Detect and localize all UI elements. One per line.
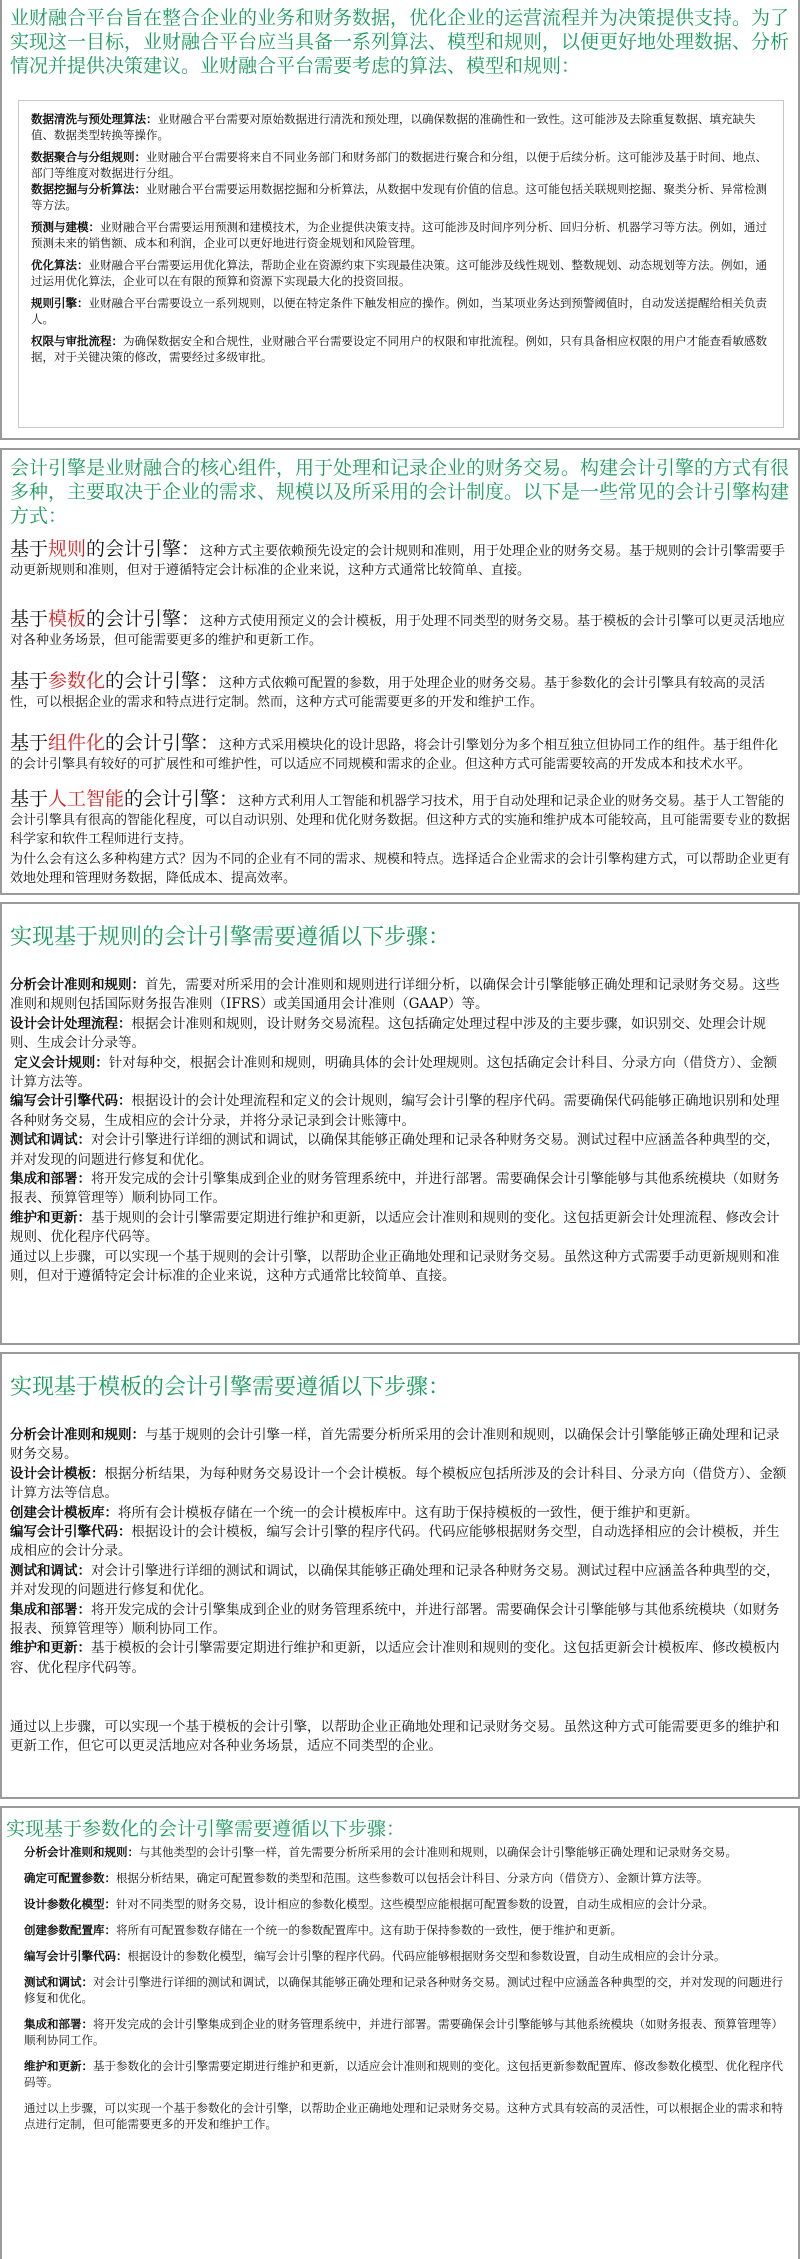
- step-term: 测试和调试：: [10, 1562, 91, 1579]
- slide-platform-overview: [0, 0, 800, 440]
- step-text: 首先，需要对所采用的会计准则和规则进行详细分析，以确保会计引擎能够正确处理和记录财务交易。这些准则和规则包括国际财务报告准则（IFRS）或美国通用会计准则（GAAP）等。: [10, 977, 780, 1013]
- approach-text: 这种方式采用模块化的设计思路，将会计引擎划分为多个相互独立但协同工作的组件。基于组件化的会计引擎具有较好的可扩展性和可维护性，可以适应不同规模和需求的企业。但这种方式可能需要较高的开发成本和技术水平。: [10, 738, 779, 772]
- approach-text: 这种方式利用人工智能和机器学习技术，用于自动处理和记录企业的财务交易。基于人工智能的会计引擎具有很高的智能化程度，可以自动识别、处理和优化财务数据。但这种方式的实施和维护成本可能较高，且可能需要专业的数据科学家和软件工程师进行支持。: [10, 794, 791, 847]
- item-term: 权限与审批流程：: [31, 334, 123, 348]
- heading-suffix: 的会计引擎：: [124, 788, 239, 810]
- slide-template-based-steps: [0, 1352, 800, 1799]
- heading-suffix: 的会计引擎：: [86, 538, 201, 560]
- step-item: [10, 1426, 790, 1465]
- step-item: [10, 1209, 790, 1248]
- step-term: 分析会计准则和规则：: [10, 1427, 145, 1443]
- heading-keyword: 模板: [48, 608, 87, 630]
- item-term: 数据聚合与分组规则：: [31, 150, 146, 164]
- step-item: [10, 1639, 790, 1678]
- step-text: 对会计引擎进行详细的测试和调试，以确保其能够正确处理和记录各种财务交易。测试过程中应涵盖各种典型的交，并对发现的问题进行修复和优化。: [10, 1562, 780, 1599]
- step-text: 将开发完成的会计引擎集成到企业的财务管理系统中，并进行部署。需要确保会计引擎能够与其他系统模块（如财务报表、预算管理等）顺利协同工作。: [10, 1171, 780, 1207]
- algorithm-list-box: [18, 100, 784, 428]
- slide-title: 实现基于规则的会计引擎需要遵循以下步骤：: [10, 925, 451, 950]
- heading-prefix: 基于: [10, 538, 49, 560]
- step-term: 编写会计引擎代码：: [10, 1524, 132, 1541]
- step-text: 根据设计的会计处理流程和定义的会计规则，编写会计引擎的程序代码。需要确保代码能够正确地识别和处理各种财务交易，生成相应的会计分录，并将分录记录到会计账簿中。: [10, 1093, 780, 1129]
- approach-heading: [10, 788, 238, 810]
- list-item: [31, 149, 771, 181]
- heading-suffix: 的会计引擎：: [105, 732, 220, 754]
- heading-prefix: 基于: [10, 608, 49, 630]
- step-text: 针对不同类型的财务交易，设计相应的参数化模型。这些模型应能根据可配置参数的设置，自动生成相应的会计分录。: [116, 1897, 714, 1911]
- approach-heading: [10, 538, 200, 560]
- step-text: 与基于规则的会计引擎一样，首先需要分析所采用的会计准则和规则，以确保会计引擎能够正确处理和记录财务交易。: [10, 1427, 780, 1463]
- step-text: 根据设计的会计模板，编写会计引擎的程序代码。代码应能够根据财务交型，自动选择相应的会计模板，并生成相应的会计分录。: [10, 1524, 780, 1560]
- slide-rule-based-steps: [0, 902, 800, 1345]
- approach-item: [10, 790, 790, 849]
- step-item: [10, 1092, 790, 1131]
- slide-closing: 通过以上步骤，可以实现一个基于规则的会计引擎，以帮助企业正确地处理和记录财务交易。虽然这种方式需要手动更新规则和准则，但对于遵循特定会计标准的企业来说，这种方式通常比较简单、直接。: [10, 1248, 780, 1285]
- list-item: [31, 181, 771, 213]
- step-text: 将所有可配置参数存储在一个统一的参数配置库中。这有助于保持参数的一致性，便于维护和更新。: [116, 1923, 622, 1937]
- step-item: [24, 2058, 784, 2090]
- heading-prefix: 基于: [10, 788, 49, 810]
- heading-suffix: 的会计引擎：: [86, 608, 201, 630]
- step-item: [10, 1054, 790, 1093]
- step-term: 定义会计规则：: [14, 1054, 109, 1071]
- slide-closing: 通过以上步骤，可以实现一个基于参数化的会计引擎，以帮助企业正确地处理和记录财务交易。这种方式具有较高的灵活性，可以根据企业的需求和特点进行定制，但可能需要更多的开发和维护工作。: [24, 2101, 783, 2131]
- approach-text: 这种方式使用预定义的会计模板，用于处理不同类型的财务交易。基于模板的会计引擎可以更灵活地应对各种业务场景，但可能需要更多的维护和更新工作。: [10, 614, 786, 648]
- step-text: 根据会计准则和规则，设计财务交易流程。这包括确定处理过程中涉及的主要步骤，如识别交、处理会计规则、生成会计分录等。: [10, 1015, 766, 1052]
- step-term: 测试和调试：: [24, 1975, 93, 1989]
- item-text: 业财融合平台需要运用数据挖掘和分析算法，从数据中发现有价值的信息。这可能包括关联规则挖掘、聚类分析、异常检测等方法。: [31, 182, 767, 212]
- step-text: 将所有会计模板存储在一个统一的会计模板库中。这有助于保持模板的一致性，便于维护和更新。: [118, 1504, 699, 1521]
- slide-closing: 为什么会有这么多种构建方式？因为不同的企业有不同的需求、规模和特点。选择适合企业需求的会计引擎构建方式，可以帮助企业更有效地处理和管理财务数据，降低成本、提高效率。: [10, 852, 791, 886]
- step-term: 设计参数化模型：: [24, 1897, 116, 1911]
- approach-text: 这种方式依赖可配置的参数，用于处理企业的财务交易。基于参数化的会计引擎具有较高的灵活性，可以根据企业的需求和特点进行定制。然而，这种方式可能需要更多的开发和维护工作。: [10, 676, 766, 710]
- approach-item: [10, 610, 790, 650]
- list-item: [31, 219, 771, 251]
- approach-item: [10, 734, 790, 774]
- step-item: [10, 1601, 790, 1640]
- step-item: [10, 1562, 790, 1601]
- step-item: [24, 1870, 784, 1886]
- item-term: 规则引擎：: [31, 296, 89, 310]
- step-item: [24, 1922, 784, 1938]
- step-item: [10, 1465, 790, 1504]
- item-term: 预测与建模：: [31, 220, 100, 234]
- step-text: 根据分析结果，确定可配置参数的类型和范围。这些参数可以包括会计科目、分录方向（借贷方）、金额计算方法等。: [116, 1871, 709, 1885]
- step-term: 编写会计引擎代码：: [10, 1093, 132, 1110]
- approach-heading: [10, 608, 200, 630]
- heading-keyword: 组件化: [48, 732, 106, 754]
- heading-keyword: 参数化: [48, 670, 106, 692]
- slide-engine-approaches: [0, 448, 800, 895]
- heading-prefix: 基于: [10, 670, 49, 692]
- heading-suffix: 的会计引擎：: [105, 670, 220, 692]
- step-term: 设计会计处理流程：: [10, 1015, 132, 1032]
- step-item: [24, 1896, 784, 1912]
- item-text: 为确保数据安全和合规性，业财融合平台需要设定不同用户的权限和审批流程。例如，只有具备相应权限的用户才能查看敏感数据，对于关键决策的修改，需要经过多级审批。: [31, 334, 767, 364]
- approach-heading: [10, 670, 219, 692]
- step-term: 创建会计模板库：: [10, 1504, 118, 1521]
- step-term: 设计会计模板：: [10, 1465, 105, 1482]
- heading-keyword: 人工智能: [48, 788, 125, 810]
- step-item: [10, 1523, 790, 1562]
- item-text: 业财融合平台需要将来自不同业务部门和财务部门的数据进行聚合和分组，以便于后续分析。这可能涉及基于时间、地点、部门等维度对数据进行分组。: [31, 150, 767, 180]
- slide-title: 实现基于模板的会计引擎需要遵循以下步骤：: [10, 1375, 451, 1400]
- step-item: [10, 1015, 790, 1054]
- step-item: [10, 976, 790, 1015]
- step-text: 对会计引擎进行详细的测试和调试，以确保其能够正确处理和记录各种财务交易。测试过程中应涵盖各种典型的交，并对发现的问题进行修复和优化。: [10, 1132, 780, 1168]
- approach-heading: [10, 732, 219, 754]
- step-text: 将开发完成的会计引擎集成到企业的财务管理系统中，并进行部署。需要确保会计引擎能够与其他系统模块（如财务报表、预算管理等）顺利协同工作。: [10, 1601, 780, 1638]
- slide-intro: 会计引擎是业财融合的核心组件，用于处理和记录企业的财务交易。构建会计引擎的方式有很多种，主要取决于企业的需求、规模以及所采用的会计制度。以下是一些常见的会计引擎构建方式：: [10, 457, 790, 527]
- step-term: 维护和更新：: [10, 1209, 91, 1226]
- step-term: 分析会计准则和规则：: [10, 977, 145, 993]
- step-term: 集成和部署：: [10, 1601, 91, 1618]
- steps-list: [10, 1426, 790, 1678]
- step-term: 编写会计引擎代码：: [24, 1949, 128, 1963]
- step-text: 基于模板的会计引擎需要定期进行维护和更新，以适应会计准则和规则的变化。这包括更新会计模板库、修改模板内容、优化程序代码等。: [10, 1640, 780, 1676]
- step-text: 与其他类型的会计引擎一样，首先需要分析所采用的会计准则和规则，以确保会计引擎能够正确处理和记录财务交易。: [139, 1845, 737, 1859]
- steps-list: [24, 1844, 784, 2142]
- list-item: [31, 111, 771, 143]
- list-item: [31, 333, 771, 365]
- steps-list: [10, 976, 790, 1287]
- slide-parametric-steps: [0, 1806, 800, 2259]
- step-text: 对会计引擎进行详细的测试和调试，以确保其能够正确处理和记录各种财务交易。测试过程中应涵盖各种典型的交，并对发现的问题进行修复和优化。: [24, 1975, 783, 2005]
- slide-title: 实现基于参数化的会计引擎需要遵循以下步骤：: [6, 1818, 406, 1840]
- step-term: 维护和更新：: [24, 2059, 93, 2073]
- approach-item: [10, 672, 790, 712]
- step-text: 根据设计的参数化模型，编写会计引擎的程序代码。代码应能够根据财务交型和参数设置，自动生成相应的会计分录。: [127, 1949, 726, 1963]
- step-term: 集成和部署：: [10, 1171, 91, 1188]
- step-text: 将开发完成的会计引擎集成到企业的财务管理系统中，并进行部署。需要确保会计引擎能够与其他系统模块（如财务报表、预算管理等）顺利协同工作。: [24, 2017, 783, 2047]
- step-term: 分析会计准则和规则：: [24, 1845, 139, 1859]
- step-text: 基于规则的会计引擎需要定期进行维护和更新，以适应会计准则和规则的变化。这包括更新会计处理流程、修改会计规则、优化程序代码等。: [10, 1209, 780, 1246]
- item-text: 业财融合平台需要运用优化算法，帮助企业在资源约束下实现最佳决策。这可能涉及线性规划、整数规划、动态规划等方法。例如，通过运用优化算法，企业可以在有限的预算和资源下实现最大化的投资回报。: [31, 258, 767, 288]
- heading-keyword: 规则: [48, 538, 87, 560]
- item-text: 业财融合平台需要运用预测和建模技术，为企业提供决策支持。这可能涉及时间序列分析、回归分析、机器学习等方法。例如，通过预测未来的销售额、成本和利润，企业可以更好地进行资金规划和风险管理。: [31, 220, 767, 250]
- item-term: 数据清洗与预处理算法：: [31, 112, 158, 126]
- step-text: 基于参数化的会计引擎需要定期进行维护和更新，以适应会计准则和规则的变化。这包括更新参数配置库、修改参数化模型、优化程序代码等。: [24, 2059, 783, 2089]
- item-term: 数据挖掘与分析算法：: [31, 182, 146, 196]
- step-item: [10, 1170, 790, 1209]
- slide-intro: 业财融合平台旨在整合企业的业务和财务数据，优化企业的运营流程并为决策提供支持。为了实现这一目标，业财融合平台应当具备一系列算法、模型和规则，以便更好地处理数据、分析情况并提供决策建议。业财融合平台需要考虑的算法、模型和规则：: [10, 7, 790, 77]
- item-term: 优化算法：: [31, 258, 89, 272]
- step-text: 针对每种交，根据会计准则和规则，明确具体的会计处理规则。这包括确定会计科目、分录方向（借贷方）、金额计算方法等。: [10, 1054, 778, 1091]
- step-item: [24, 1948, 784, 1964]
- step-term: 集成和部署：: [24, 2017, 93, 2031]
- list-item: [31, 295, 771, 327]
- step-item: [24, 1974, 784, 2006]
- heading-prefix: 基于: [10, 732, 49, 754]
- step-term: 维护和更新：: [10, 1640, 91, 1657]
- step-item: [10, 1504, 790, 1523]
- step-term: 创建参数配置库：: [24, 1923, 116, 1937]
- step-text: 根据分析结果，为每种财务交易设计一个会计模板。每个模板应包括所涉及的会计科目、分录方向（借贷方）、金额计算方法等信息。: [10, 1465, 787, 1502]
- slide-closing: 通过以上步骤，可以实现一个基于模板的会计引擎，以帮助企业正确地处理和记录财务交易。虽然这种方式可能需要更多的维护和更新工作，但它可以更灵活地应对各种业务场景，适应不同类型的企业。: [10, 1719, 780, 1755]
- step-term: 测试和调试：: [10, 1132, 91, 1149]
- step-item: [24, 1844, 784, 1860]
- approach-text: 这种方式主要依赖预先设定的会计规则和准则，用于处理企业的财务交易。基于规则的会计引擎需要手动更新规则和准则，但对于遵循特定会计标准的企业来说，这种方式通常比较简单、直接。: [10, 544, 786, 578]
- approach-item: [10, 540, 790, 580]
- step-item: [10, 1131, 790, 1170]
- item-text: 业财融合平台需要设立一系列规则，以便在特定条件下触发相应的操作。例如，当某项业务达到预警阈值时，自动发送提醒给相关负责人。: [31, 296, 767, 326]
- step-term: 确定可配置参数：: [24, 1871, 116, 1885]
- step-item: [24, 2016, 784, 2048]
- item-text: 业财融合平台需要对原始数据进行清洗和预处理，以确保数据的准确性和一致性。这可能涉及去除重复数据、填充缺失值、数据类型转换等操作。: [31, 112, 756, 142]
- list-item: [31, 257, 771, 289]
